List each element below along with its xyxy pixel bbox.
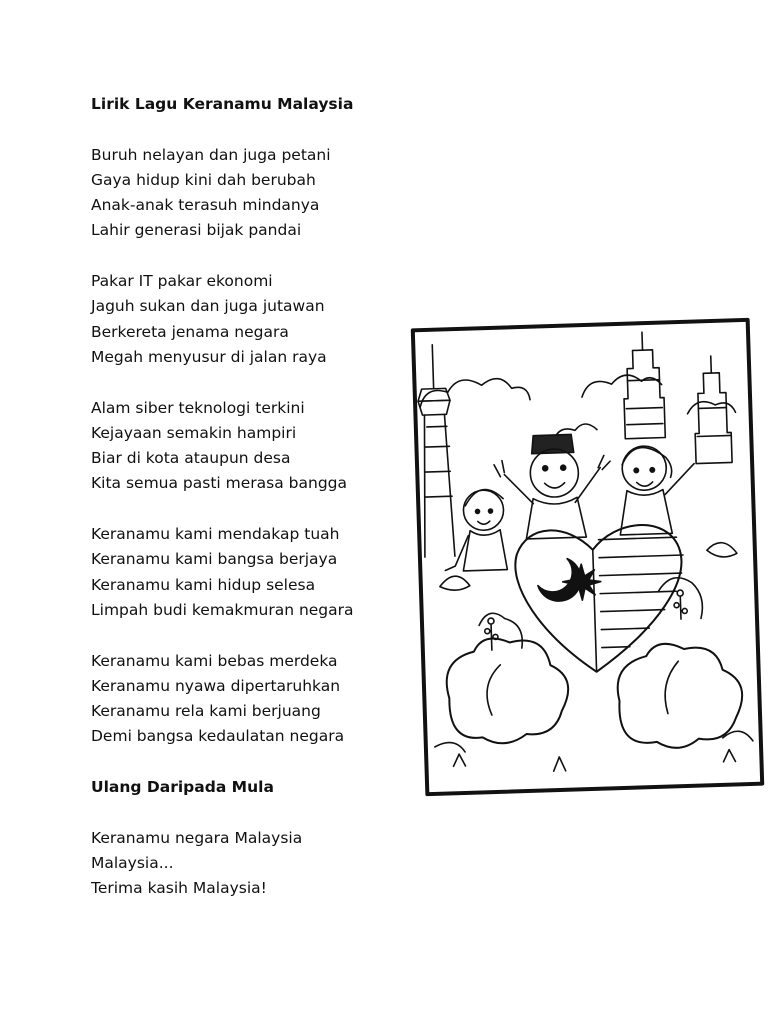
coloring-illustration [410,317,766,797]
hibiscus-flower-icon [614,576,743,750]
lyric-line: Keranamu kami bebas merdeka [91,651,338,670]
lyric-line: Keranamu rela kami berjuang [91,702,321,721]
lyric-line: Biar di kota ataupun desa [91,449,291,468]
lyric-line: Buruh nelayan dan juga petani [91,145,331,164]
child-right-illustration [618,445,697,535]
heart-flag-icon [514,524,686,674]
kl-tower-icon [416,344,455,557]
hibiscus-flower-icon [445,611,570,745]
lyric-line: Berkereta jenama negara [91,322,289,341]
closing-line: Terima kasih Malaysia! [91,879,267,898]
lyric-line: Keranamu kami mendakap tuah [91,525,340,544]
cloud-icon [419,371,736,445]
lyric-line: Anak-anak terasuh mindanya [91,196,320,215]
lyric-line: Alam siber teknologi terkini [91,398,305,417]
closing-line: Keranamu negara Malaysia [91,828,303,847]
lyric-line: Keranamu kami hidup selesa [91,575,316,594]
twin-towers-icon [622,329,732,465]
lyric-line: Megah menyusur di jalan raya [91,347,327,366]
illustration-frame [410,317,766,797]
song-title: Lirik Lagu Keranamu Malaysia [91,95,354,113]
lyric-line: Pakar IT pakar ekonomi [91,272,273,291]
lyric-line: Demi bangsa kedaulatan negara [91,727,345,746]
lyric-line: Gaya hidup kini dah berubah [91,170,316,189]
lyric-line: Jaguh sukan dan juga jutawan [91,297,325,316]
boy-with-songkok-illustration [493,433,612,540]
lyric-line: Lahir generasi bijak pandai [91,221,302,240]
lyric-line: Keranamu nyawa dipertaruhkan [91,676,341,695]
lyric-line: Limpah budi kemakmuran negara [91,600,354,619]
repeat-instruction: Ulang Daripada Mula [91,778,274,797]
lyric-line: Kita semua pasti merasa bangga [91,474,347,493]
lyric-line: Kejayaan semakin hampiri [91,423,297,442]
closing-line: Malaysia... [91,853,174,872]
lyric-line: Keranamu kami bangsa berjaya [91,550,338,569]
lyrics-block [91,92,391,902]
